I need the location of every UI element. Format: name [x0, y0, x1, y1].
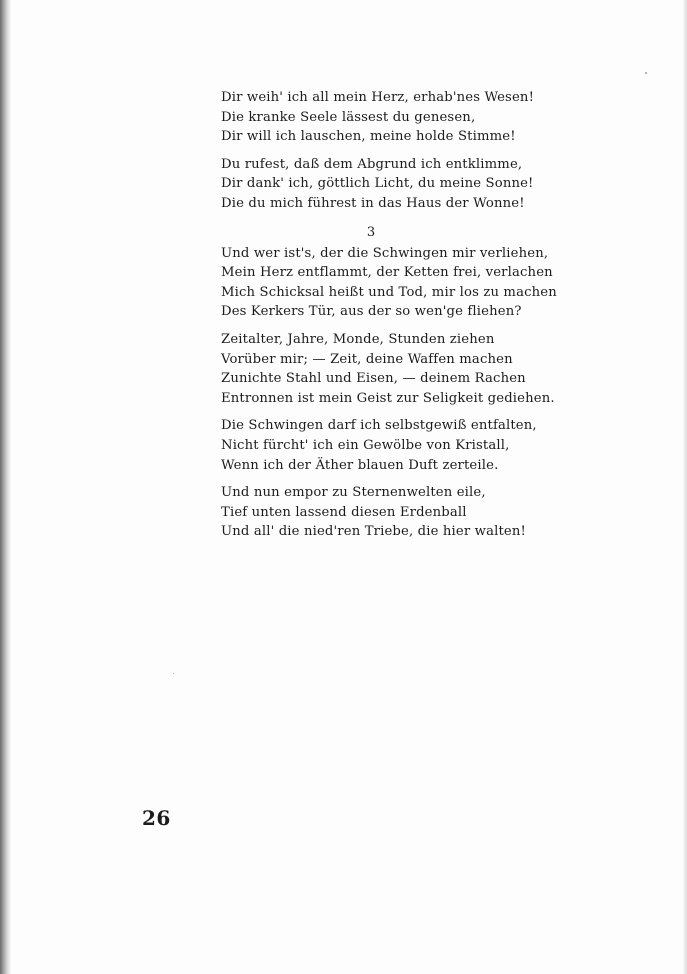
- poem: [221, 88, 561, 552]
- poem-line: Dir weih' ich all mein Herz, erhab'nes Wesen!: [221, 90, 535, 105]
- poem-line: Zunichte Stahl und Eisen, — deinem Rachen: [221, 371, 526, 387]
- poem-line: Mich Schicksal heißt und Tod, mir los zu machen: [221, 284, 557, 300]
- poem-line: Dir dank' ich, göttlich Licht, du meine Sonne!: [221, 176, 534, 192]
- poem-line: Und all' die nied'ren Triebe, die hier walten!: [221, 524, 526, 540]
- poem-line: Und nun empor zu Sternenwelten eile,: [221, 485, 486, 501]
- paper-speck: [173, 673, 174, 674]
- stanza: [221, 244, 561, 322]
- poem-line: Du rufest, daß dem Abgrund ich entklimme,: [221, 156, 523, 172]
- poem-line: Die kranke Seele lässest du genesen,: [221, 109, 476, 125]
- poem-line: Zeitalter, Jahre, Monde, Stunden ziehen: [221, 331, 495, 347]
- stanza: [221, 416, 561, 475]
- poem-line: Vorüber mir; — Zeit, deine Waffen machen: [221, 351, 513, 367]
- poem-line: Mein Herz entflammt, der Ketten frei, verlachen: [221, 265, 553, 281]
- paper-speck: [645, 72, 647, 74]
- page-edge: [683, 0, 687, 974]
- poem-line: Die du mich führest in das Haus der Wonne!: [221, 195, 525, 211]
- poem-line: Und wer ist's, der die Schwingen mir verliehen,: [221, 245, 549, 261]
- poem-line: Entronnen ist mein Geist zur Seligkeit gediehen.: [221, 390, 555, 406]
- stanza: [221, 483, 561, 542]
- poem-line: Wenn ich der Äther blauen Duft zerteile.: [221, 457, 499, 473]
- stanza: [221, 88, 561, 147]
- binding-edge: [0, 0, 11, 974]
- poem-line: Die Schwingen darf ich selbstgewiß entfalten,: [221, 418, 537, 434]
- poem-line: Tief unten lassend diesen Erdenball: [221, 504, 467, 520]
- section-number: 3: [366, 224, 376, 240]
- poem-line: Nicht fürcht' ich ein Gewölbe von Kristall,: [221, 437, 510, 453]
- stanza: [221, 330, 561, 408]
- poem-line: Dir will ich lauschen, meine holde Stimme!: [221, 129, 516, 145]
- page-number: 26: [142, 806, 171, 830]
- stanza: [221, 155, 561, 214]
- poem-line: Des Kerkers Tür, aus der so wen'ge fliehen?: [221, 304, 522, 320]
